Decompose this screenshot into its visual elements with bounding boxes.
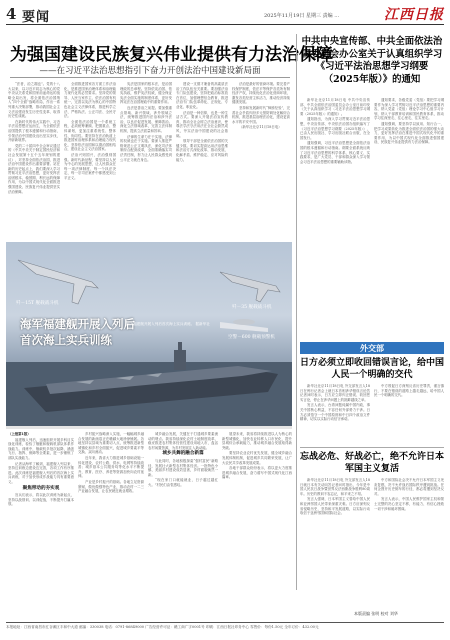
paragraph: 通知强调，习近平法治思想是全面依法治国的根本遵循和行动指南。纲要全面系统反映了习近平法治思想的科学体系、核心要义、实践要求，是广大党员、干部和群众深入学习领会习近平法治思想的重要辅助读物。 [300,141,370,164]
paragraph: 通知指出，为深入学习贯彻习近平法治思想，中央宣传部、中央依法治国办组织编写了《习近平法治思想学习纲要（2025年版）》，已由人民出版社、学习出版社联合出版，在全国发行。 [300,117,370,140]
story1-column-2 [374,384,444,444]
lead-column-2 [64,82,116,240]
paragraph: （新华社北京11月18日电） [239,125,282,130]
lead-column-1 [8,82,60,240]
story1-column-1 [300,384,370,444]
paragraph: 发言人表示，中国人民维护国家主权和领土完整的决心坚定不移，有能力、有信心挫败一切干涉和破坏图谋。 [374,497,444,511]
photo-title-line-2: 首次海上实兵训练 [20,333,112,347]
lower-column-2 [78,432,144,618]
paragraph: 通知要求，各级党委（党组）要把学习纲要作为深入学习贯彻习近平法治思想的重要内容，纳入党委（党组）理论学习中心组学习计划，纳入干部教育培训和国民教育体系，推动学习往深里走、往心里走、往实里走。 [374,98,444,121]
paragraph: 记者从海军了解到，福建舰入列以来，坚持边训练边建设边完善，各项工作有序推进。此次训练是福建舰入列后的首次海上实兵训练，对于加快形成作战能力具有重要意义。 [8,461,74,484]
paragraph: 全面推进国家各方面工作法治化，是推进国家治理体系和治理能力现代化的必然要求。坚持党的领导、人民当家作主、依法治国有机统一，完善以宪法为核心的中国特色社会主义法律体系，推进科学立法、严格执法、公正司法、全民守法。 [64,82,116,119]
paragraph: （上接第1版） [8,432,31,436]
page-footer: 本报地址：江西省南昌市红谷滩区丰和中大道 邮编：330038 电话：0791-86849000 广告经营许可证：赣工商广字0001号 印刷：江西日报社印务中心 零售价：每份1.50元 全年订价：432.00元 [6,622,444,630]
paragraph: 与此同时，各地积极探索“强村富民”新路径，发展壮大新型农村集体经济。一批特色小镇、美丽乡村建设成效显著，乡村面貌焕然一新。 [148,458,218,477]
j15t-jet [18,260,98,304]
kj600-label: 空警－600 舰载预警机 [228,335,275,340]
carrier-training-photo [6,242,292,427]
masthead [6,4,444,25]
story2-column-2 [374,478,444,608]
carrier-island [174,350,186,370]
lead-subheadline: ——在习近平法治思想指引下奋力开创法治中国建设新局面 [39,66,261,76]
paragraph: “法者，治之端也”。党的十八大以来，以习近平同志为核心的党中央从关系党和国家前途命运的战略全局出发，将全面依法治国纳入“四个全面”战略布局，作出一系列重大决策部署，推动我国社会主义法治建设发生历史性变革、取得历史性成就。 [8,82,60,119]
lead-column-4 [176,82,228,240]
story1-headline: 日方必须立即收回错误言论，给中国人民一个明确的交代 [300,358,445,380]
story2-headline: 忘战必危、好战必亡，绝不允许日本军国主义复活 [300,452,445,474]
paragraph: 产业是乡村振兴的基础。各地立足资源禀赋，做优做强特色产业，推动农村一二三产业融合发展，让农民就近就业增收。 [78,479,144,494]
paragraph: 发言人强调，日本军国主义曾给中国人民和亚洲邻国人民带来深重灾难。日方应深刻反省侵略历史，坚持和平发展道路，以实际行动取信于亚洲邻国和国际社会。 [300,497,370,516]
paragraph: 官兵们表示，将以此次训练为新起点，坚持以战领训、以训促战，不断提升打赢本领。 [8,493,74,507]
subheading-b: 城乡共舞的融合新篇 [162,451,204,457]
section-banner-foreign-ministry: 外交部 [300,342,444,354]
story-divider [300,447,444,448]
paragraph: 新华社北京11月18日电 外交部发言人18日在例行记者会上就日本首相涉华错误言论答记者问时表示，日方应立即纠正错误、收回恶劣言论，停止在涉华问题上的挑衅越线之举。 [300,384,370,402]
photo-caption: 图为福建舰开展入列后首次海上实兵训练。 据新华社 [126,322,210,326]
paragraph: 宪法是国家的根本法，是治国理政的总章程。坚持依宪治国、依宪执政，维护宪法权威，健全保证宪法全面实施的制度体系，更好发挥宪法在治国理政中的重要作用。 [120,82,172,105]
paragraph: 法治是最好的营商环境。要完善产权保护制度，依法平等保护各类所有制经济产权，持续优化法治化营商环境，激发各类经营主体活力，推动经济持续健康发展。 [232,82,290,105]
right-lead-column-2 [374,98,444,338]
column-divider [296,34,297,590]
dateline: 2025年11月19日 星期三 责编 … [264,13,340,19]
newspaper-logo: 江西日报 [384,7,444,23]
paragraph: 在新时代的伟大实践中，习近平法治思想应运而生，为全面依法治国提供了根本遵循和行动指南，引领法治中国建设迈出坚实步伐，开辟新境界。 [8,119,60,143]
paragraph: 发言人表示，台湾问题纯属中国内政，事关中国核心利益，不容任何外部势力干涉。日方必须恪守一个中国原则和中日四个政治文件精神，切实以实际行动信守承诺。 [300,403,370,422]
paragraph: 新华社北京11月18日电 外交部发言人18日就日本有关动向答记者问时指出，今年是中国人民抗日战争暨世界反法西斯战争胜利80周年。历史的教训不容忘记，和平来之不易。 [300,478,370,496]
j15t-label: 歼－15T 舰载战斗机 [16,301,59,306]
paragraph: 领导干部是全面依法治国的关键少数。要切实提高运用法治思维和法治方式深化改革、推动发展、化解矛盾、维护稳定、应对风险的能力。 [176,139,228,162]
paragraph: 法律的生命力在于实施，法律的权威也在于实施。要深入推进严格规范公正文明执法，深化司法体制综合配套改革，全面准确落实司法责任制，努力让人民群众感受到公平正义就在身边。 [120,134,172,162]
lower-column-1 [8,432,74,618]
paragraph: 展望未来，我省将持续推进以人为核心的新型城镇化，加快农业转移人口市民化，提升县城综合承载能力，推动城乡融合发展取得新突破。 [222,432,292,450]
page-number: 4 [6,5,17,23]
paragraph: 良法是善治之前提。要加强重点领域、新兴领域、涉外领域立法，统筹推进国内法治和涉外法治，以良法促进发展、保障善治。深化立法领域改革，完善立法体制机制，提高立法质量和效率。 [120,105,172,133]
paragraph: 要坚持农业农村优先发展，健全城乡融合发展体制机制，促进城乡共同繁荣发展，让广大农民共享改革发展成果。 [222,451,292,465]
headline-rule [10,77,290,78]
lead-headline: 为强国建设民族复兴伟业提供有力法治保障 [10,45,333,65]
paragraph: 建设一支德才兼备的高素质法治工作队伍至关重要。要加强法治专门队伍建设，坚持把政治标准放在首位，加强理想信念教育，推进法治专门队伍革命化、正规化、专业化、职业化。 [176,82,228,109]
paragraph: 中方敦促日方深刻反省历史罪责，谨言慎行，不要在错误的道路上越走越远，给中国人民一个明确的交代。 [374,384,444,398]
paragraph: 新华社北京11月18日电 中共中央宣传部、中共全面依法治国委员会办公室日前印发《关于认真组织学习〈习近平法治思想学习纲要（2025年版）〉的通知》。 [300,98,370,116]
photo-title-line-1: 海军福建舰开展入列后 [20,317,135,331]
paragraph: 全面依法治国是一个系统工程，必须统筹兼顾、把握重点、整体谋划，更加注重系统性、整体性、协同性。要坚持在法治轨道上推进国家治理体系和治理能力现代化，坚持依法治国和以德治国相结合，建设社会主义法治国家。 [64,119,116,152]
photo-band [6,426,292,429]
paragraph: 通知强调，要坚持学以致用、知行合一，把学习成果转化为推进全面依法治国的强大动力，更好发挥法治在推进中国式现代化中的重要作用，为以中国式现代化全面推进强国建设、民族复兴伟业提供有力法治保障。 [374,121,444,145]
paragraph: 党的二十届四中全会审议通过的《中共中央关于制定国民经济和社会发展第十五个五年规划的建议》，对坚持全面依法治国、推进法治中国建设作出重要部署。站在新的历史起点上，我们要深入学习贯彻习近平法治思想，更好发挥法治固根本、稳预期、利长远的保障作用，为以中国式现代化全面推进强国建设、民族复兴伟业提供坚实法治保障。 [8,143,60,194]
story2-column-1 [300,478,370,608]
subheading-a: 聚焦带动的夯实观 [22,485,60,491]
right-lead-headline: 中共中央宣传部、中共全面依法治国委员会办公室关于认真组织学习《习近平法治思想学习纲要（2025年版）》的通知 [301,36,443,85]
paragraph: 福建舰入列后，迅速组织开展多科目实战化训练，检验了舰艇和舰载机部队体系作战能力。训练中，舰载机多批次起降，涵盖飞行、指挥、保障等全要素，进一步锤炼了部队实战能力。 [8,437,74,460]
j35-label: 歼－35 舰载战斗机 [232,305,272,310]
paragraph: 城乡融合发展，关键在于打通城乡要素流动的堵点。我省持续深化农村土地制度改革，稳妥推进农村集体经营性建设用地入市，盘活农村闲置资源，为乡村发展注入新动能。 [148,432,218,450]
paragraph: 坚持和发展新时代“枫桥经验”，完善社会矛盾纠纷多元预防调处化解综合机制，推进基层治理法治化，建设更高水平的平安中国。 [232,105,290,124]
paragraph: 乡村振兴战略深入实施，一幅幅城乡融合发展的新画卷正在赣鄱大地徐徐铺展。各地坚持以县域为重要切入点，统筹推进新型城镇化和乡村全面振兴，促进城乡要素平等交换、双向流动。 [78,432,144,455]
editor-line: 本版责编 张明 校对 刘华 [354,611,398,616]
paragraph: 中方和国际社会决不允许日本军国主义死灰复燃，决不允许战后国际秩序遭到挑战。任何企图开历史倒车的行径，都必将遭到坚决反对。 [374,478,444,496]
j35-jet [220,272,280,302]
paragraph: 各地干部群众纷纷表示，将以更大力度推进城乡融合发展，奋力谱写中国式现代化江西篇章。 [222,466,292,480]
paragraph: 法治是一种信仰，也是一种生活方式。要深入开展法治宣传教育，推动全社会树立法治意识，使尊法学法守法用法在全社会蔚然成风，夯实法治中国建设的社会基础。 [176,110,228,138]
kj600-aircraft [220,319,268,332]
lower-column-4 [222,432,292,618]
lead-column-5 [232,82,290,240]
paragraph: 法治兴则国兴，法治强则国强。新时代新征程，要坚持以人民为中心的发展思想，让人民群众在每一项法律制度、每一个执法决定、每一宗司法案件中都感受到公平正义。 [64,152,116,180]
section-name: 要闻 [22,10,51,25]
lead-column-3 [120,82,172,240]
right-lead-column-1 [300,98,370,338]
lower-column-3 [148,432,218,618]
paragraph: “现在家门口就能就业，日子越过越红火。”村民们由衷感叹。 [148,478,218,487]
paragraph: 近年来，我省大力推进城乡基础设施一体化建设，农村公路、供水、电网等持续改善；城乡基本公共服务均等化水平不断提升，教育、医疗、养老等资源加快向农村延伸。 [78,455,144,479]
